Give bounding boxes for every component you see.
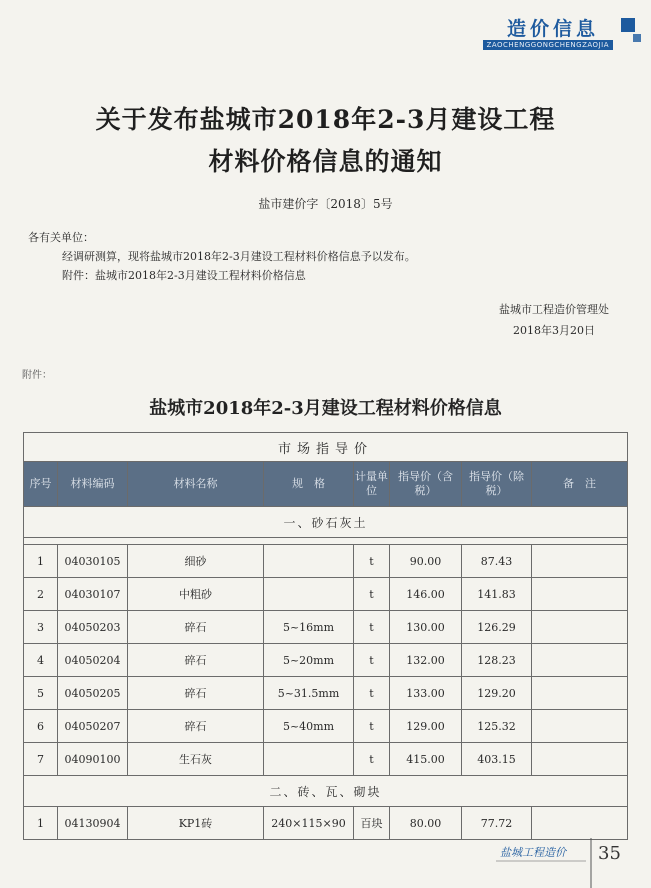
market-header: 市场指导价 [24, 433, 628, 462]
cell-p1: 130.00 [390, 611, 462, 644]
cell-no: 1 [24, 807, 58, 840]
section-row [24, 776, 628, 807]
row-gap-cell [24, 538, 628, 545]
cell-note [532, 710, 628, 743]
cell-spec [264, 545, 354, 578]
column-header: 材料编码 [58, 462, 128, 507]
cell-spec [264, 578, 354, 611]
row-gap [24, 538, 628, 545]
cell-spec: 240×115×90 [264, 807, 354, 840]
page-number: 35 [598, 843, 621, 864]
column-header: 指导价（含税） [390, 462, 462, 507]
table-row [24, 743, 628, 776]
cell-unit: 百块 [354, 807, 390, 840]
cell-code: 04050205 [58, 677, 128, 710]
cell-name: 生石灰 [128, 743, 264, 776]
table-row [24, 611, 628, 644]
cell-p2: 141.83 [462, 578, 532, 611]
cell-p2: 128.23 [462, 644, 532, 677]
cell-note [532, 644, 628, 677]
cell-unit: t [354, 611, 390, 644]
cell-no: 3 [24, 611, 58, 644]
price-table [23, 432, 628, 840]
brand-square-icon [621, 18, 635, 32]
cell-unit: t [354, 710, 390, 743]
cell-p1: 133.00 [390, 677, 462, 710]
table-row [24, 644, 628, 677]
issuer: 盐城市工程造价管理处 [499, 303, 609, 316]
cell-unit: t [354, 545, 390, 578]
notice-title-line1: 关于发布盐城市2018年2-3月建设工程 [95, 105, 556, 134]
column-header: 备 注 [532, 462, 628, 507]
table-row [24, 807, 628, 840]
appendix-label: 附件： [22, 370, 52, 381]
cell-code: 04030107 [58, 578, 128, 611]
cell-note [532, 807, 628, 840]
cell-p2: 125.32 [462, 710, 532, 743]
column-header: 规 格 [264, 462, 354, 507]
cell-no: 6 [24, 710, 58, 743]
brand-header [441, 14, 641, 54]
cell-code: 04050203 [58, 611, 128, 644]
cell-p2: 403.15 [462, 743, 532, 776]
cell-p1: 146.00 [390, 578, 462, 611]
cell-no: 7 [24, 743, 58, 776]
cell-p1: 415.00 [390, 743, 462, 776]
brand-subtitle: ZAOCHENGGONGCHENGZAOJIA [483, 40, 613, 50]
column-header: 计量单位 [354, 462, 390, 507]
section-label: 二、砖、瓦、砌块 [24, 776, 628, 807]
table-body [24, 507, 628, 840]
document-number: 盐市建价字〔2018〕5号 [258, 197, 393, 211]
cell-name: 中粗砂 [128, 578, 264, 611]
cell-name: 碎石 [128, 611, 264, 644]
cell-name: 碎石 [128, 677, 264, 710]
column-header: 序号 [24, 462, 58, 507]
table-row [24, 545, 628, 578]
footer-publication: 盐城工程造价 [500, 846, 566, 859]
cell-no: 2 [24, 578, 58, 611]
cell-unit: t [354, 644, 390, 677]
table-title: 盐城市2018年2-3月建设工程材料价格信息 [149, 398, 502, 419]
cell-p1: 132.00 [390, 644, 462, 677]
cell-p1: 90.00 [390, 545, 462, 578]
cell-spec: 5~16mm [264, 611, 354, 644]
notice-attachment: 附件：盐城市2018年2-3月建设工程材料价格信息 [62, 269, 306, 282]
cell-spec: 5~31.5mm [264, 677, 354, 710]
table-row [24, 677, 628, 710]
cell-note [532, 677, 628, 710]
cell-p2: 126.29 [462, 611, 532, 644]
section-label: 一、砂石灰土 [24, 507, 628, 538]
cell-note [532, 743, 628, 776]
cell-name: KP1砖 [128, 807, 264, 840]
column-header: 指导价（除税） [462, 462, 532, 507]
cell-p1: 80.00 [390, 807, 462, 840]
cell-code: 04050207 [58, 710, 128, 743]
cell-unit: t [354, 578, 390, 611]
cell-unit: t [354, 677, 390, 710]
cell-note [532, 578, 628, 611]
notice-title-line2: 材料价格信息的通知 [208, 147, 443, 176]
cell-spec: 5~40mm [264, 710, 354, 743]
cell-code: 04030105 [58, 545, 128, 578]
cell-spec: 5~20mm [264, 644, 354, 677]
cell-spec [264, 743, 354, 776]
section-row [24, 507, 628, 538]
notice-body: 经调研测算，现将盐城市2018年2-3月建设工程材料价格信息予以发布。 [62, 250, 416, 263]
cell-p2: 129.20 [462, 677, 532, 710]
table-row [24, 578, 628, 611]
cell-p1: 129.00 [390, 710, 462, 743]
table-row [24, 710, 628, 743]
column-header: 材料名称 [128, 462, 264, 507]
brand-square-small-icon [633, 34, 641, 42]
cell-p2: 87.43 [462, 545, 532, 578]
cell-name: 碎石 [128, 710, 264, 743]
cell-code: 04090100 [58, 743, 128, 776]
cell-unit: t [354, 743, 390, 776]
cell-no: 5 [24, 677, 58, 710]
cell-note [532, 545, 628, 578]
cell-code: 04130904 [58, 807, 128, 840]
cell-name: 细砂 [128, 545, 264, 578]
cell-p2: 77.72 [462, 807, 532, 840]
brand-title: 造价信息 [506, 18, 599, 40]
cell-note [532, 611, 628, 644]
salutation: 各有关单位： [28, 231, 94, 244]
cell-name: 碎石 [128, 644, 264, 677]
issue-date: 2018年3月20日 [513, 324, 595, 337]
cell-no: 1 [24, 545, 58, 578]
cell-code: 04050204 [58, 644, 128, 677]
cell-no: 4 [24, 644, 58, 677]
